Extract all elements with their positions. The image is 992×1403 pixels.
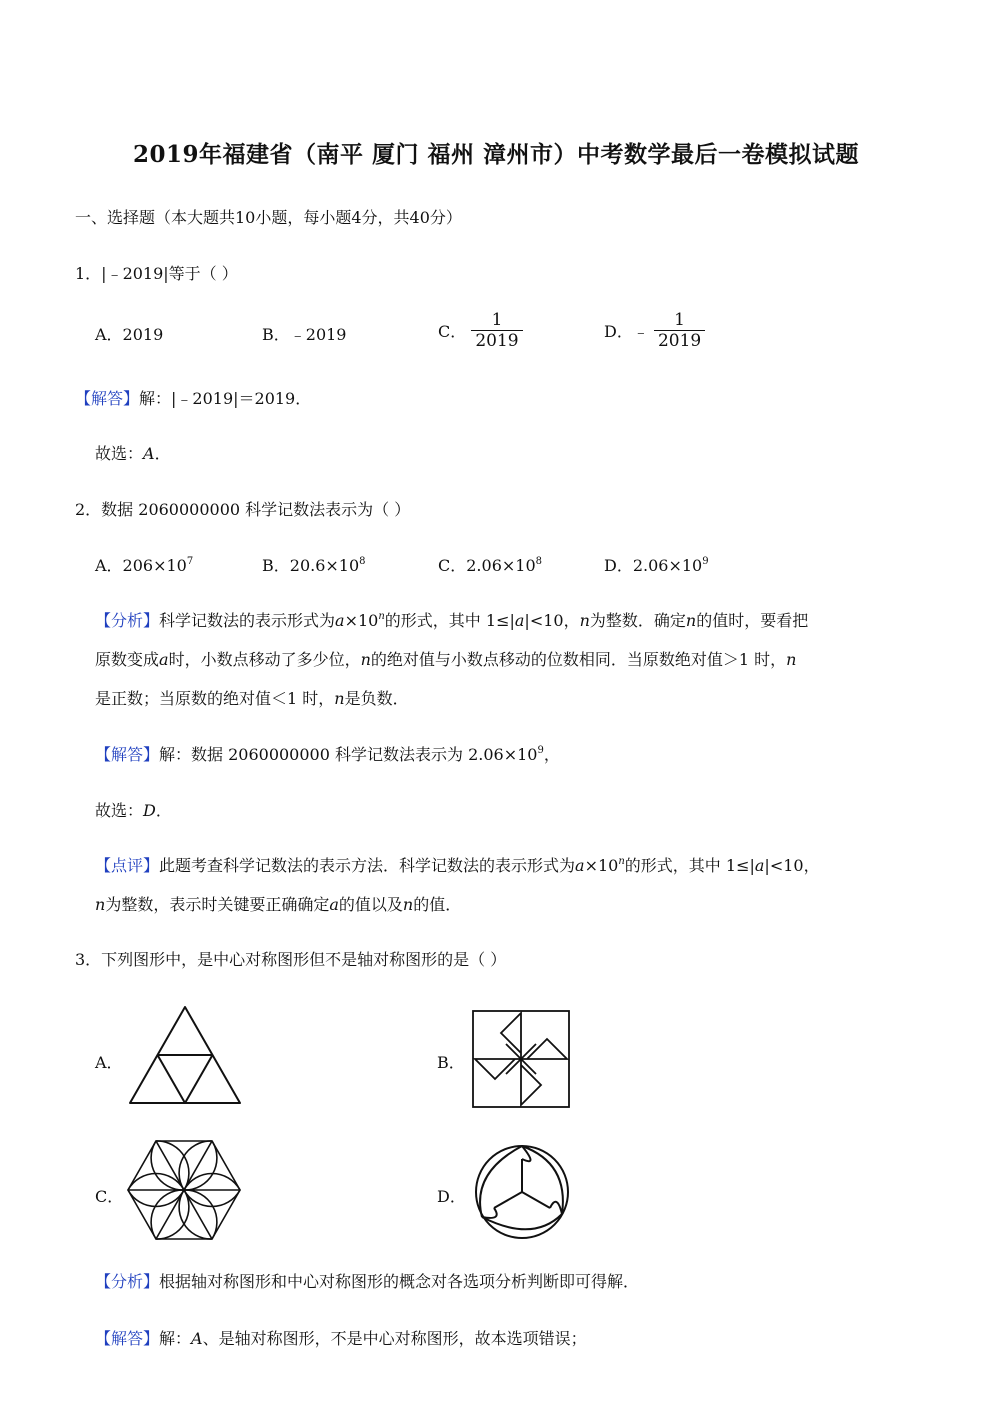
q3-stem: 3．下列图形中，是中心对称图形但不是轴对称图形的是（ ） — [75, 950, 507, 969]
q2-analysis-line-2 — [95, 647, 796, 670]
analysis-tag: 【分析】 — [95, 611, 160, 630]
text: |<10， — [764, 856, 820, 875]
option-base: B．20.6×10 — [262, 556, 360, 575]
q2-comment-line-1 — [95, 853, 820, 876]
choose-prefix: 故选： — [95, 444, 144, 463]
text: 是正数；当原数的绝对值＜1 时， — [95, 689, 335, 708]
q1-option-d — [604, 310, 705, 351]
choose-prefix: 故选： — [95, 801, 144, 820]
answer-tag: 【解答】 — [75, 389, 140, 408]
fraction-denominator: 2019 — [471, 330, 522, 351]
var: a — [514, 611, 525, 630]
var-exponent: n — [618, 856, 625, 867]
q2-option-a — [95, 553, 193, 576]
text: 为整数．确定 — [589, 611, 686, 630]
q3-answer-text: 、是轴对称图形，不是中心对称图形，故本选项错误； — [202, 1329, 587, 1348]
choose-end: ． — [155, 801, 172, 820]
option-exponent: 8 — [535, 556, 543, 567]
analysis-tag: 【分析】 — [95, 1272, 160, 1291]
var: n — [334, 689, 345, 708]
text: 此题考查科学记数法的表示方法．科学记数法的表示形式为 — [159, 856, 576, 875]
q3-answer — [95, 1326, 587, 1349]
text: 的形式，其中 1≤| — [384, 611, 515, 630]
text: ×10 — [344, 611, 379, 630]
q1-option-b: B．﹣2019 — [262, 325, 347, 344]
text: ×10 — [584, 856, 619, 875]
answer-tag: 【解答】 — [95, 745, 160, 764]
text: 的值． — [413, 895, 462, 914]
var: n — [685, 611, 697, 630]
text: 解： — [159, 1329, 192, 1348]
text: 的值以及 — [338, 895, 403, 914]
q1-choose — [95, 441, 171, 464]
text: |<10， — [524, 611, 580, 630]
text: 原数变成 — [95, 650, 160, 669]
q2-stem: 2．数据 2060000000 科学记数法表示为（ ） — [75, 500, 411, 519]
var: a — [754, 856, 765, 875]
answer-tag: 【解答】 — [95, 1329, 160, 1348]
q3-analysis — [95, 1269, 639, 1292]
text: 是负数． — [344, 689, 409, 708]
q2-answer-text: 解：数据 2060000000 科学记数法表示为 2.06×10 — [159, 745, 538, 764]
var: A — [191, 1329, 203, 1348]
q2-option-c — [438, 553, 542, 576]
q2-option-b — [262, 553, 366, 576]
fraction-numerator: 1 — [674, 310, 685, 330]
text: 科学记数法的表示形式为 — [159, 611, 336, 630]
var-exponent: n — [378, 611, 385, 622]
q2-comment-line-2 — [95, 892, 461, 915]
q3-label-d: D． — [437, 1187, 466, 1206]
option-exponent: 7 — [186, 556, 194, 567]
option-exponent: 8 — [359, 556, 366, 567]
text: 为整数，表示时关键要正确确定 — [105, 895, 330, 914]
text: 时，小数点移动了多少位， — [168, 650, 361, 669]
q3-figure-a-triangle — [127, 1005, 243, 1105]
q1-option-c — [438, 310, 523, 351]
q3-label-b: B． — [437, 1053, 465, 1072]
option-base: A．206×10 — [95, 556, 187, 575]
var: a — [159, 650, 169, 669]
q1-option-a: A．2019 — [95, 325, 164, 344]
text: 的值时，要看把 — [696, 611, 809, 630]
q1-option-c-fraction — [471, 310, 522, 351]
text: 的形式，其中 1≤| — [624, 856, 755, 875]
fraction-numerator: 1 — [491, 310, 503, 330]
fraction-denominator: 2019 — [654, 330, 705, 351]
q3-figure-d-circle-arcs — [473, 1143, 571, 1241]
var: a — [335, 611, 345, 630]
comment-tag: 【点评】 — [95, 856, 160, 875]
q1-stem: 1．|﹣2019|等于（ ） — [75, 264, 238, 283]
page-title: 2019年福建省（南平 厦门 福州 漳州市）中考数学最后一卷模拟试题 — [132, 141, 860, 168]
q3-figure-c-hexagon-flower — [125, 1138, 243, 1242]
var: a — [329, 895, 339, 914]
q2-analysis-line-3 — [95, 686, 409, 709]
q1-option-c-label: C． — [438, 322, 467, 341]
q2-option-d — [604, 553, 709, 576]
var: n — [579, 611, 590, 630]
option-base: D．2.06×10 — [604, 556, 703, 575]
option-base: C．2.06×10 — [438, 556, 536, 575]
q1-option-d-label: D．﹣ — [604, 322, 649, 341]
answer-exponent: 9 — [537, 745, 544, 756]
var: n — [95, 895, 106, 914]
option-exponent: 9 — [702, 556, 709, 567]
q1-answer-text: 解：|﹣2019|＝2019． — [139, 389, 312, 408]
var: a — [575, 856, 585, 875]
section-heading: 一、选择题（本大题共10小题，每小题4分，共40分） — [75, 208, 462, 227]
q2-choose — [95, 798, 172, 821]
q2-answer — [95, 742, 560, 765]
text: 的绝对值与小数点移动的位数相同．当原数绝对值＞1 时， — [370, 650, 787, 669]
q3-analysis-text: 根据轴对称图形和中心对称图形的概念对各选项分析判断即可得解． — [159, 1272, 640, 1291]
choose-letter: D — [143, 801, 156, 820]
choose-letter: A — [143, 444, 155, 463]
q1-option-d-fraction — [654, 310, 705, 351]
q3-label-c: C． — [95, 1187, 124, 1206]
text: ， — [543, 745, 560, 764]
choose-end: ． — [154, 444, 171, 463]
q2-analysis-line-1 — [95, 608, 808, 631]
q3-figure-b-pinwheel-square — [472, 1010, 570, 1108]
var: n — [402, 895, 414, 914]
q3-label-a: A． — [95, 1053, 123, 1072]
var: n — [360, 650, 371, 669]
var: n — [786, 650, 797, 669]
q1-answer — [75, 386, 311, 409]
